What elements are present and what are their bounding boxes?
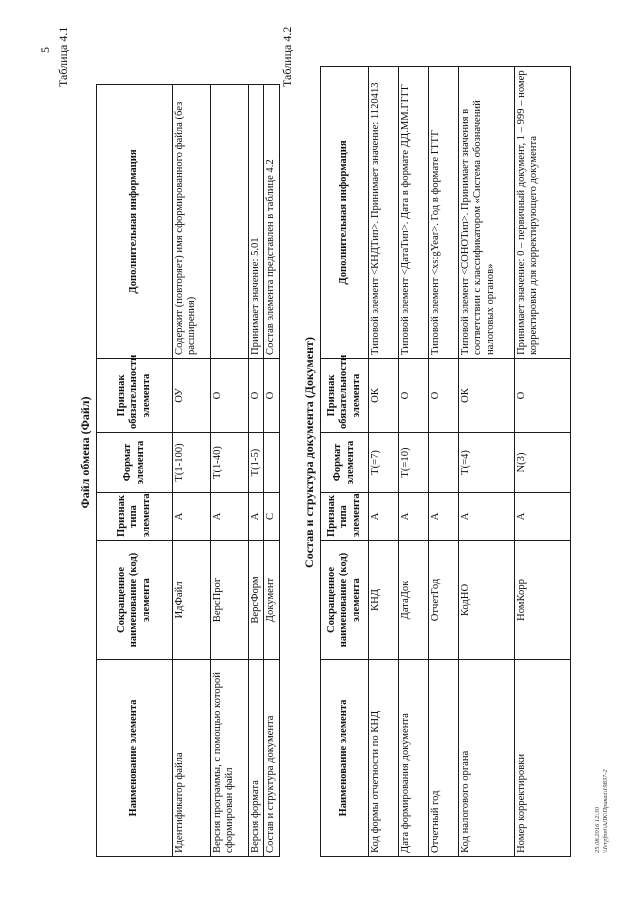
footer-timestamp: 25.08.2016 12:30 bbox=[594, 806, 601, 853]
cell-required: ОУ bbox=[173, 359, 211, 433]
table1-header-name: Наименование элемента bbox=[97, 660, 173, 857]
cell-code: КодНО bbox=[459, 541, 515, 660]
cell-name: Код формы отчетности по КНД bbox=[369, 660, 399, 857]
cell-type: А bbox=[399, 493, 429, 541]
cell-code: НомКорр bbox=[515, 541, 571, 660]
table1-caption: Файл обмена (Файл) bbox=[78, 396, 92, 509]
cell-code: ДатаДок bbox=[399, 541, 429, 660]
cell-format: Т(=10) bbox=[399, 433, 429, 493]
table2 bbox=[320, 66, 571, 857]
cell-required: О bbox=[429, 359, 459, 433]
cell-type: А bbox=[173, 493, 211, 541]
cell-required: ОК bbox=[369, 359, 399, 433]
cell-info: Типовой элемент <ДатаТип>. Дата в формате ДД.ММ.ГГГГ bbox=[399, 67, 429, 359]
cell-format: Т(=4) bbox=[459, 433, 515, 493]
cell-info: Типовой элемент <xs:gYear>. Год в формате ГГГГ bbox=[429, 67, 459, 359]
table1-header-format: Формат элемента bbox=[97, 433, 173, 493]
cell-format: Т(1-5) bbox=[249, 433, 264, 493]
cell-type: А bbox=[429, 493, 459, 541]
cell-type: С bbox=[264, 493, 279, 541]
cell-code: ОтчетГод bbox=[429, 541, 459, 660]
table2-header-required: Признак обязательности элемента bbox=[321, 359, 369, 433]
table2-header-code: Сокращенное наименование (код) элемента bbox=[321, 541, 369, 660]
table-row bbox=[399, 67, 429, 857]
table-row bbox=[249, 85, 264, 857]
table-row bbox=[264, 85, 279, 857]
table2-header-row bbox=[321, 67, 369, 857]
cell-name: Дата формирования документа bbox=[399, 660, 429, 857]
table1 bbox=[96, 84, 280, 857]
table-row bbox=[369, 67, 399, 857]
cell-format: N(3) bbox=[515, 433, 571, 493]
table2-header-info: Дополнительная информация bbox=[321, 67, 369, 359]
table-row bbox=[429, 67, 459, 857]
cell-name: Отчетный год bbox=[429, 660, 459, 857]
cell-name: Версия программы, с помощью которой сформирован файл bbox=[211, 660, 249, 857]
table2-header-type: Признак типа элемента bbox=[321, 493, 369, 541]
cell-info: Типовой элемент <СОНОТип>. Принимает значения в соответствии с классификатором «Система обозначений налоговых органов» bbox=[459, 67, 515, 359]
cell-required: ОК bbox=[459, 359, 515, 433]
cell-format: Т(1-100) bbox=[173, 433, 211, 493]
file-path-footer bbox=[594, 769, 610, 853]
table1-header-type: Признак типа элемента bbox=[97, 493, 173, 541]
cell-code: ВерсФорм bbox=[249, 541, 264, 660]
cell-name: Версия формата bbox=[249, 660, 264, 857]
cell-code: ВерсПрог bbox=[211, 541, 249, 660]
cell-format bbox=[264, 433, 279, 493]
cell-code: КНД bbox=[369, 541, 399, 660]
cell-code: ИдФайл bbox=[173, 541, 211, 660]
cell-required: О bbox=[515, 359, 571, 433]
cell-info bbox=[211, 85, 249, 359]
table1-header-required: Признак обязательности элемента bbox=[97, 359, 173, 433]
cell-name: Идентификатор файла bbox=[173, 660, 211, 857]
cell-name: Состав и структура документа bbox=[264, 660, 279, 857]
cell-name: Код налогового органа bbox=[459, 660, 515, 857]
cell-info: Типовой элемент <КНДТип>. Принимает значение: 1120413 bbox=[369, 67, 399, 359]
cell-type: А bbox=[369, 493, 399, 541]
table1-header-row bbox=[97, 85, 173, 857]
cell-info: Состав элемента представлен в таблице 4.2 bbox=[264, 85, 279, 359]
cell-required: О bbox=[249, 359, 264, 433]
cell-format: Т(=7) bbox=[369, 433, 399, 493]
table1-label: Таблица 4.1 bbox=[56, 26, 70, 87]
cell-format: Т(1-40) bbox=[211, 433, 249, 493]
cell-code: Документ bbox=[264, 541, 279, 660]
cell-type: А bbox=[459, 493, 515, 541]
cell-required: О bbox=[211, 359, 249, 433]
cell-info: Содержит (повторяет) имя сформированного файла (без расширения) bbox=[173, 85, 211, 359]
cell-type: А bbox=[515, 493, 571, 541]
cell-required: О bbox=[399, 359, 429, 433]
table-row bbox=[211, 85, 249, 857]
footer-path: \\Ivrpfnet\АЛК\Приказ\19837-2 bbox=[602, 769, 610, 853]
cell-info: Принимает значение: 5.01 bbox=[249, 85, 264, 359]
cell-name: Номер корректировки bbox=[515, 660, 571, 857]
cell-type: А bbox=[249, 493, 264, 541]
table2-header-format: Формат элемента bbox=[321, 433, 369, 493]
table1-header-info: Дополнительная информация bbox=[97, 85, 173, 359]
table2-caption: Состав и структура документа (Документ) bbox=[302, 337, 316, 568]
table-row bbox=[173, 85, 211, 857]
cell-type: А bbox=[211, 493, 249, 541]
table2-header-name: Наименование элемента bbox=[321, 660, 369, 857]
table1-header-code: Сокращенное наименование (код) элемента bbox=[97, 541, 173, 660]
cell-required: О bbox=[264, 359, 279, 433]
table2-label: Таблица 4.2 bbox=[280, 26, 294, 87]
cell-info: Принимает значение: 0 – первичный документ, 1 – 999 – номер корректировки для корректирующего документа bbox=[515, 67, 571, 359]
page-number: 5 bbox=[38, 47, 52, 53]
table-row bbox=[459, 67, 515, 857]
cell-format bbox=[429, 433, 459, 493]
table-row bbox=[515, 67, 571, 857]
